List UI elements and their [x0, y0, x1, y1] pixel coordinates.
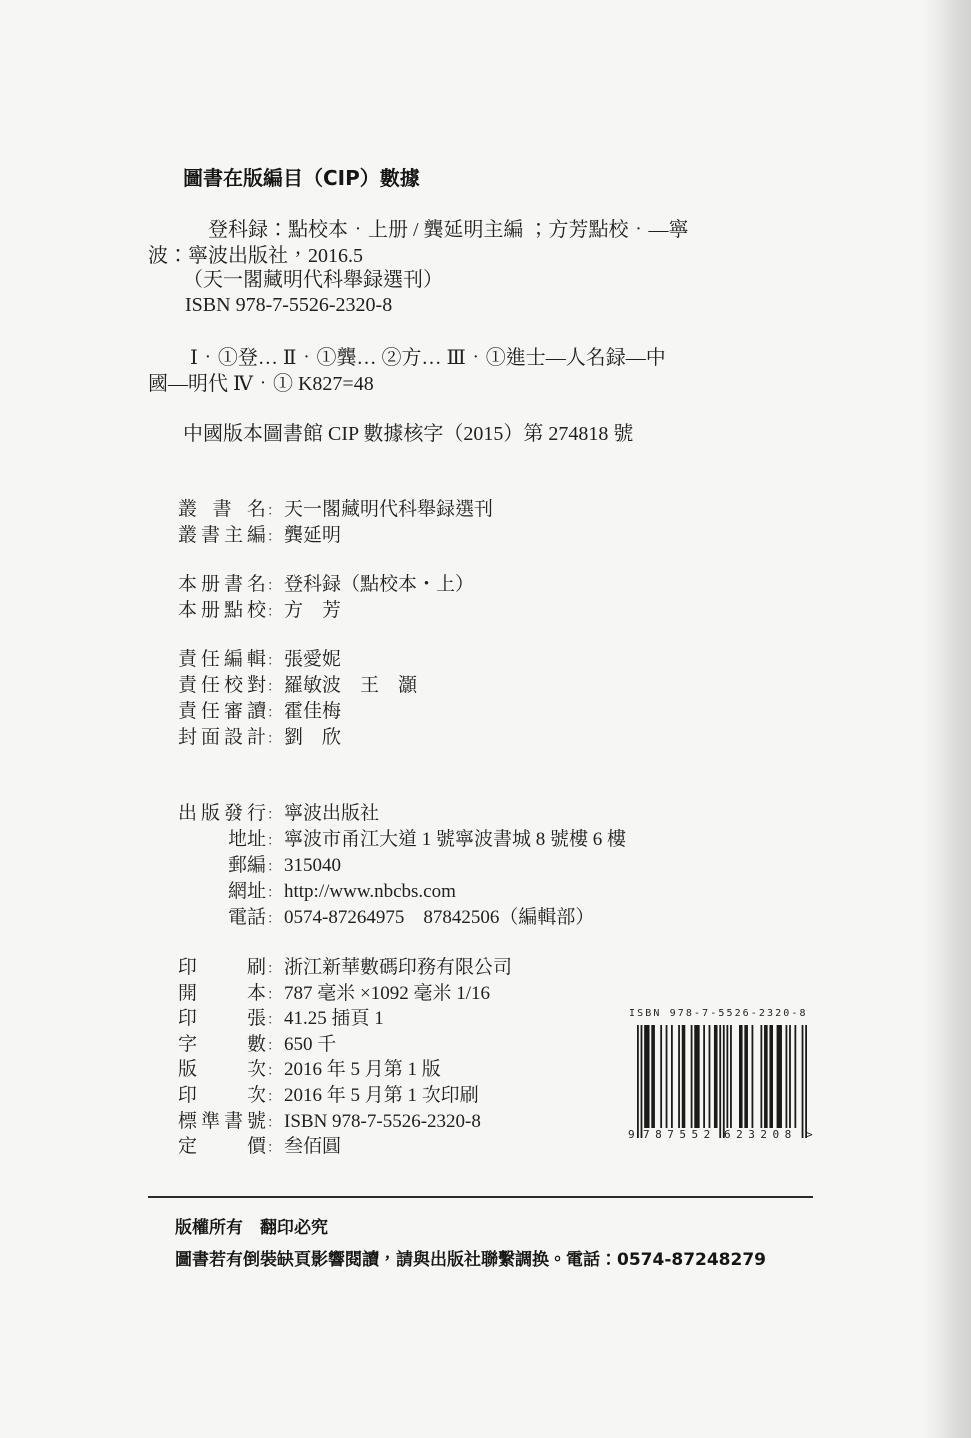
field-value: 650 千 [284, 1033, 337, 1055]
printing-format-row [178, 982, 512, 1008]
field-value: 315040 [284, 855, 341, 876]
publisher-address-row [178, 828, 626, 854]
field-separator: ： [267, 1064, 281, 1080]
field-label: 責任審讀 [178, 701, 266, 722]
field-value: 41.25 插頁 1 [284, 1008, 384, 1030]
barcode-bar [660, 1025, 662, 1128]
barcode-bar [739, 1025, 743, 1128]
barcode-bar [789, 1025, 791, 1128]
isbn-barcode [624, 1006, 814, 1146]
barcode-bar [651, 1025, 655, 1128]
field-value: 張愛妮 [284, 649, 342, 670]
cip-approval-line: 中國版本圖書館 CIP 數據核字（2015）第 274818 號 [183, 423, 634, 445]
barcode-bar [723, 1025, 725, 1138]
barcode-bar [714, 1025, 718, 1128]
field-separator: ： [267, 987, 281, 1003]
field-value: 2016 年 5 月第 1 次印刷 [284, 1084, 479, 1106]
printing-isbn-row [178, 1110, 512, 1136]
cip-classification-line: Ⅰ．①登… Ⅱ．①龔… ②方… Ⅲ．①進士—人名録—中 [190, 347, 666, 369]
field-value: 天一閣藏明代科舉録選刊 [284, 499, 494, 520]
barcode-bar [694, 1025, 699, 1128]
field-label: 印 刷 [178, 957, 266, 978]
field-value: 霍佳梅 [284, 701, 342, 722]
cip-record-line: 登科録：點校本．上册 / 龔延明主編 ；方芳點校．—寧 [208, 219, 689, 241]
publisher-postcode-row [178, 854, 626, 880]
barcode-bar [760, 1025, 762, 1128]
field-label: 標準書號 [178, 1110, 266, 1132]
printing-printer-row [178, 956, 512, 982]
field-label: 版 次 [178, 1059, 266, 1081]
field-separator: ： [267, 808, 281, 823]
barcode-end-mark: > [806, 1128, 813, 1141]
barcode-bar [752, 1025, 754, 1128]
barcode-left-digits: 787552 [643, 1128, 716, 1141]
field-value: 叁佰圓 [284, 1136, 342, 1158]
service-notice: 圖書若有倒裝缺頁影響閱讀，請與出版社聯繫調换。電話：0574-87248279 [175, 1250, 766, 1270]
printing-group [178, 956, 512, 1161]
field-separator: ： [267, 605, 281, 620]
field-label: 定 價 [178, 1136, 266, 1158]
barcode-bar [709, 1025, 711, 1128]
divider-rule [148, 1196, 813, 1198]
series-editor-row [178, 524, 493, 550]
volume-group [178, 573, 474, 625]
staff-cover-designer-row [178, 726, 417, 752]
field-value: 浙江新華數碼印務有限公司 [284, 957, 513, 978]
field-label: 出版發行 [178, 803, 266, 824]
field-label: 字 數 [178, 1033, 266, 1055]
field-label: 封面設計 [178, 727, 266, 748]
field-separator: ： [267, 1089, 281, 1105]
field-separator: ： [267, 579, 281, 594]
barcode-bar [641, 1025, 643, 1138]
field-value: 0574-87264975 87842506（編輯部） [284, 907, 595, 928]
publisher-website-row [178, 880, 626, 906]
printing-price-row [178, 1135, 512, 1161]
series-title-row [178, 498, 493, 524]
barcode-first-digit: 9 [628, 1128, 635, 1141]
printing-sheets-row [178, 1007, 512, 1033]
field-value: http://www.nbcbs.com [284, 881, 456, 902]
field-label: 叢 書 名 [178, 499, 266, 520]
field-label: 責任編輯 [178, 649, 266, 670]
staff-editor-row [178, 648, 417, 674]
field-separator: ： [267, 912, 281, 927]
barcode-bar [691, 1025, 693, 1128]
cip-record-line: 波：寧波出版社，2016.5 [148, 245, 363, 267]
field-separator: ： [267, 962, 281, 977]
staff-reviewer-row [178, 700, 417, 726]
field-separator: ： [267, 886, 281, 901]
cip-heading: 圖書在版編目（CIP）數據 [183, 166, 420, 190]
barcode-bars [637, 1025, 807, 1138]
barcode-isbn-text: ISBN 978-7-5526-2320-8 [629, 1008, 808, 1019]
barcode-bar [666, 1025, 668, 1128]
field-value: 方 芳 [284, 600, 342, 621]
field-label: 電話 [227, 907, 266, 928]
publisher-group [178, 802, 626, 932]
barcode-bar [678, 1025, 680, 1128]
field-value: 登科録（點校本・上） [284, 574, 475, 595]
staff-group [178, 648, 417, 752]
field-separator: ： [267, 1038, 281, 1054]
barcode-bar [744, 1025, 748, 1128]
printing-impression-row [178, 1084, 512, 1110]
field-value: 寧波市甬江大道 1 號寧波書城 8 號樓 6 樓 [284, 829, 627, 850]
barcode-bar [802, 1025, 804, 1138]
field-separator: ： [267, 1013, 281, 1029]
field-separator: ： [267, 732, 281, 747]
field-label: 責任校對 [178, 675, 266, 696]
publisher-phone-row [178, 906, 626, 932]
staff-proofreader-row [178, 674, 417, 700]
field-label: 網址 [227, 881, 266, 902]
barcode-bar [703, 1025, 705, 1128]
barcode-bar [726, 1025, 728, 1128]
cip-isbn-line: ISBN 978-7-5526-2320-8 [185, 294, 393, 316]
barcode-bar [777, 1025, 782, 1128]
field-separator: ： [267, 680, 281, 695]
field-value: 羅敏波 王 灝 [284, 675, 418, 696]
field-separator: ： [267, 860, 281, 875]
printing-wordcount-row [178, 1033, 512, 1059]
field-label: 本册點校 [178, 600, 266, 621]
publisher-row [178, 802, 626, 828]
field-label: 郵編 [227, 855, 266, 876]
field-value: 龔延明 [284, 525, 342, 546]
field-separator: ： [267, 834, 281, 849]
barcode-bar [730, 1025, 732, 1128]
field-value: 劉 欣 [284, 727, 342, 748]
barcode-bar [682, 1025, 686, 1128]
barcode-bar [805, 1025, 807, 1138]
field-label: 地址 [227, 829, 266, 850]
field-separator: ： [267, 1141, 281, 1157]
series-group [178, 498, 493, 550]
field-label: 本册書名 [178, 574, 266, 595]
field-label: 印 張 [178, 1008, 266, 1030]
rights-notice: 版權所有 翻印必究 [175, 1218, 328, 1238]
field-separator: ： [267, 504, 281, 519]
volume-collator-row [178, 599, 474, 625]
barcode-bar [637, 1025, 639, 1138]
barcode-bar [786, 1025, 788, 1128]
cip-classification-line: 國—明代 Ⅳ．① K827=48 [148, 373, 374, 395]
barcode-bar [719, 1025, 721, 1138]
field-separator: ： [267, 654, 281, 669]
barcode-bar [794, 1025, 796, 1128]
barcode-bar [644, 1025, 649, 1128]
field-value: ISBN 978-7-5526-2320-8 [284, 1110, 481, 1132]
barcode-right-digits: 623208 [724, 1128, 797, 1141]
field-value: 2016 年 5 月第 1 版 [284, 1059, 441, 1081]
barcode-bar [769, 1025, 773, 1128]
field-value: 787 毫米 ×1092 毫米 1/16 [284, 982, 490, 1004]
cip-series-line: （天一閣藏明代科舉録選刊） [183, 269, 443, 291]
barcode-bar [671, 1025, 673, 1128]
printing-edition-row [178, 1058, 512, 1084]
field-value: 寧波出版社 [284, 803, 380, 824]
field-separator: ： [267, 530, 281, 545]
field-label: 印 次 [178, 1084, 266, 1106]
barcode-bar [764, 1025, 768, 1128]
field-separator: ： [267, 706, 281, 721]
volume-title-row [178, 573, 474, 599]
field-label: 叢書主編 [178, 525, 266, 546]
field-separator: ： [267, 1115, 281, 1131]
field-label: 開 本 [178, 982, 266, 1004]
